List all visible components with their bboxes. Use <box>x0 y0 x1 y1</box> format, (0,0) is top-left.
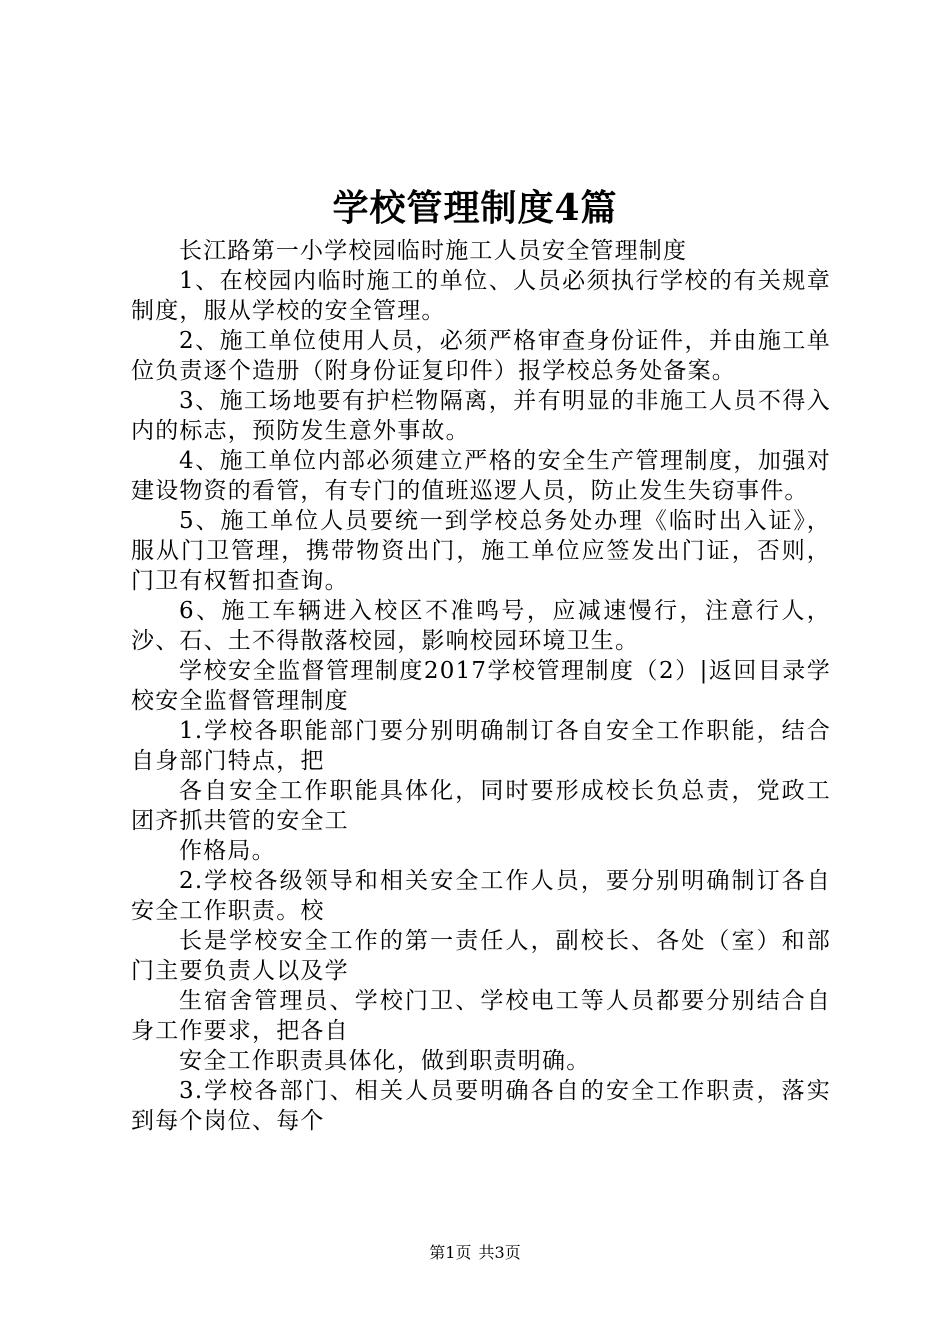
paragraph: 1.学校各职能部门要分别明确制订各自安全工作职能，结合自身部门特点，把 <box>131 718 831 774</box>
paragraph: 学校安全监督管理制度2017学校管理制度（2）|返回目录学校安全监督管理制度 <box>131 658 831 714</box>
paragraph: 5、施工单位人员要统一到学校总务处办理《临时出入证》，服从门卫管理，携带物资出门，施工单位应签发出门证，否则，门卫有权暂扣查询。 <box>131 508 831 594</box>
paragraph: 各自安全工作职能具体化，同时要形成校长负总责，党政工团齐抓共管的安全工 <box>131 778 831 834</box>
paragraph: 4、施工单位内部必须建立严格的安全生产管理制度，加强对建设物资的看管，有专门的值班巡逻人员，防止发生失窃事件。 <box>131 448 831 504</box>
paragraph: 6、施工车辆进入校区不准鸣号，应减速慢行，注意行人，沙、石、土不得散落校园，影响校园环境卫生。 <box>131 598 831 654</box>
paragraph: 2、施工单位使用人员，必须严格审查身份证件，并由施工单位负责逐个造册（附身份证复印件）报学校总务处备案。 <box>131 328 831 384</box>
paragraph: 作格局。 <box>179 838 276 864</box>
document-title: 学校管理制度4篇 <box>332 187 618 229</box>
paragraph: 长是学校安全工作的第一责任人，副校长、各处（室）和部门主要负责人以及学 <box>131 928 831 984</box>
paragraph: 1、在校园内临时施工的单位、人员必须执行学校的有关规章制度，服从学校的安全管理。 <box>131 268 831 324</box>
paragraph: 3.学校各部门、相关人员要明确各自的安全工作职责，落实到每个岗位、每个 <box>131 1078 831 1134</box>
paragraph: 3、施工场地要有护栏物隔离，并有明显的非施工人员不得入内的标志，预防发生意外事故。 <box>131 388 831 444</box>
page-number: 第1页 共3页 <box>429 1243 521 1262</box>
paragraph: 长江路第一小学校园临时施工人员安全管理制度 <box>179 238 688 264</box>
paragraph: 2.学校各级领导和相关安全工作人员，要分别明确制订各自安全工作职责。校 <box>131 868 831 924</box>
document-body <box>131 236 831 1136</box>
paragraph: 安全工作职责具体化，做到职责明确。 <box>179 1048 591 1074</box>
paragraph: 生宿舍管理员、学校门卫、学校电工等人员都要分别结合自身工作要求，把各自 <box>131 988 831 1044</box>
